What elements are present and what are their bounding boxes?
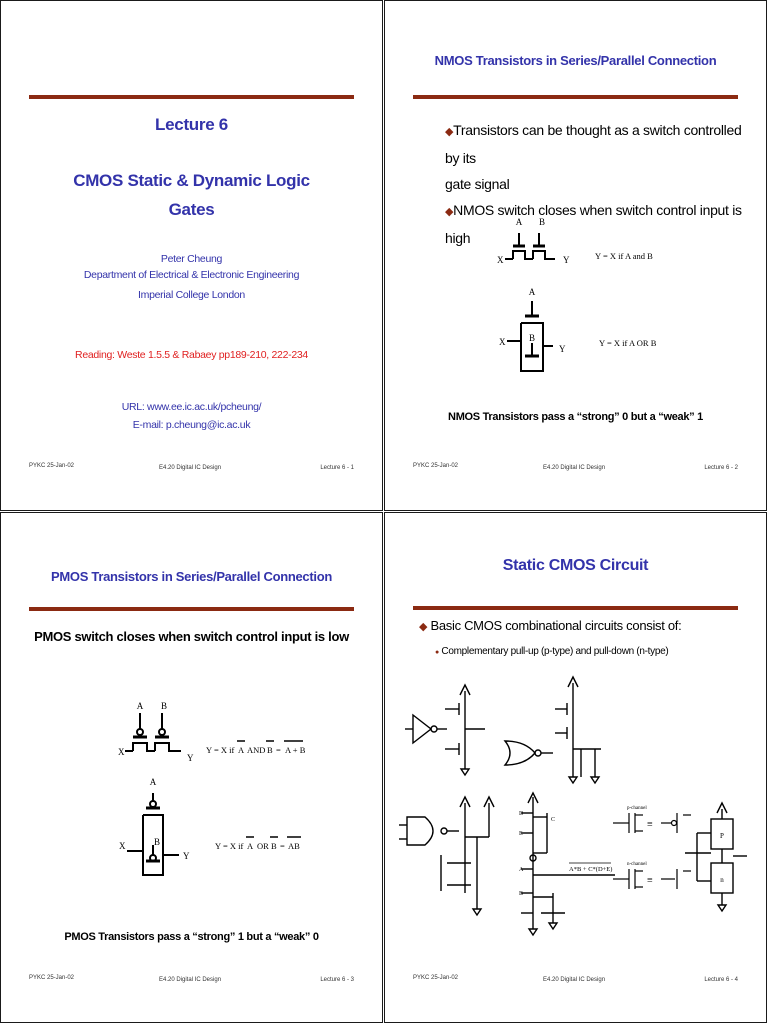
series-equation: Y = X if A and B [595, 251, 653, 261]
p-equiv-symbol: ≡ [647, 819, 653, 830]
parallel-label-b: B [528, 333, 536, 343]
footer-page: Lecture 6 - 3 [320, 977, 354, 983]
lecture-number: Lecture 6 [155, 115, 228, 134]
slide-footer [413, 463, 738, 473]
complex-gate-icon [521, 793, 615, 935]
pull-up-pull-down-block-icon [685, 803, 747, 911]
parallel-equation: Y = X if A OR B [599, 338, 657, 348]
parallel-label-y: Y [559, 344, 566, 354]
series-label-y: Y [187, 753, 194, 763]
series-label-a: A [515, 217, 523, 227]
diamond-bullet-icon: ● [435, 649, 439, 656]
author-name: Peter Cheung [160, 253, 223, 265]
series-label-y: Y [563, 255, 570, 265]
subbullet-text: Complementary pull-up (p-type) and pull-down (n-type) [441, 646, 669, 657]
footer-page: Lecture 6 - 4 [704, 977, 738, 983]
series-eq-prefix: Y = X if [206, 745, 235, 755]
bullet-text-line2: gate signal [445, 176, 510, 192]
email-link[interactable]: E-mail: p.cheung@ic.ac.uk [132, 419, 251, 431]
cmos-nor-icon [505, 677, 601, 783]
parallel-label-a: A [149, 777, 157, 787]
box-p-label: P [720, 832, 724, 840]
slide-title: PMOS Transistors in Series/Parallel Connection [51, 569, 332, 584]
nmos-series-icon [505, 233, 555, 259]
series-eq-rhs: A + B [285, 745, 306, 755]
parallel-eq-b: B [271, 841, 277, 851]
footer-page: Lecture 6 - 2 [704, 465, 738, 471]
parallel-eq-or: OR [257, 841, 269, 851]
series-eq-b: B [267, 745, 273, 755]
pin-e: E [519, 831, 523, 837]
parallel-label-a: A [528, 287, 536, 297]
pmos-caption: PMOS Transistors pass a “strong” 1 but a “weak” 0 [64, 931, 319, 943]
pmos-parallel-icon [127, 793, 179, 875]
cmos-nand-icon [399, 797, 494, 915]
series-label-x: X [118, 747, 125, 757]
slide-4 [384, 512, 767, 1023]
series-eq-a: A [238, 745, 245, 755]
parallel-label-b: B [153, 837, 161, 847]
boolean-expression: A*B + C*(D+E) [569, 866, 613, 873]
footer-course: E4.20 Digital IC Design [543, 977, 606, 983]
parallel-label-x: X [119, 841, 126, 851]
footer-course: E4.20 Digital IC Design [543, 465, 606, 471]
slide-3 [0, 512, 383, 1023]
pmos-diagrams [1, 513, 383, 1023]
box-n-label: n [720, 876, 724, 884]
nmos-caption: NMOS Transistors pass a “strong” 0 but a “weak” 1 [448, 411, 703, 423]
parallel-label-y: Y [183, 851, 190, 861]
series-label-x: X [497, 255, 504, 265]
parallel-eq-eq: = [280, 841, 285, 851]
diamond-bullet-icon: ◆ [445, 126, 454, 138]
series-label-a: A [136, 701, 144, 711]
bullet-text: Basic CMOS combinational circuits consist of: [430, 618, 682, 633]
parallel-eq-a: A [247, 841, 254, 851]
parallel-label-x: X [499, 337, 506, 347]
series-eq-eq: = [276, 745, 281, 755]
diamond-bullet-icon: ◆ [419, 621, 428, 633]
footer-date: PYKC 25-Jan-02 [29, 463, 75, 469]
footer-date: PYKC 25-Jan-02 [413, 463, 459, 469]
series-label-b: B [538, 217, 546, 227]
pmos-subtitle: PMOS switch closes when switch control input is low [34, 629, 349, 644]
title-rule [29, 95, 354, 99]
slide-title: Static CMOS Circuit [502, 557, 649, 574]
pin-a: A [519, 867, 524, 873]
pin-c: C [551, 817, 556, 823]
pin-b: B [519, 891, 524, 897]
url-link[interactable]: URL: www.ee.ic.ac.uk/pcheung/ [121, 401, 262, 413]
nmos-diagrams [385, 1, 767, 511]
n-channel-label: n-channel [627, 862, 647, 867]
footer-date: PYKC 25-Jan-02 [413, 975, 459, 981]
diamond-bullet-icon: ◆ [445, 206, 454, 218]
slide-footer [29, 975, 354, 985]
college: Imperial College London [138, 289, 245, 301]
lecture-title-line1: CMOS Static & Dynamic Logic [73, 171, 310, 190]
slide-footer [29, 463, 354, 473]
bullet-text-nmos: NMOS switch closes when switch control input is high [445, 202, 742, 246]
slide-2 [384, 0, 767, 511]
series-eq-and: AND [247, 745, 266, 755]
cmos-inverter-icon [405, 685, 485, 775]
p-channel-label: p-channel [627, 806, 647, 811]
slide-footer [413, 975, 738, 985]
pin-d: D [519, 811, 524, 817]
footer-course: E4.20 Digital IC Design [159, 465, 222, 471]
reading-list: Reading: Weste 1.5.5 & Rabaey pp189-210, 222-234 [75, 349, 308, 361]
pmos-series-icon [125, 713, 181, 751]
cmos-circuits [385, 513, 767, 1023]
department: Department of Electrical & Electronic Engineering [83, 269, 300, 281]
bullet-text-line1: Transistors can be thought as a switch controlled by its [445, 122, 742, 166]
series-label-b: B [160, 701, 168, 711]
n-equiv-symbol: ≡ [647, 875, 653, 886]
slide-1 [0, 0, 383, 511]
parallel-eq-prefix: Y = X if [215, 841, 244, 851]
footer-course: E4.20 Digital IC Design [159, 977, 222, 983]
footer-page: Lecture 6 - 1 [320, 465, 354, 471]
slide-title: NMOS Transistors in Series/Parallel Connection [434, 53, 717, 68]
footer-date: PYKC 25-Jan-02 [29, 975, 75, 981]
lecture-title-line2: Gates [168, 200, 215, 219]
parallel-eq-rhs: AB [288, 841, 300, 851]
